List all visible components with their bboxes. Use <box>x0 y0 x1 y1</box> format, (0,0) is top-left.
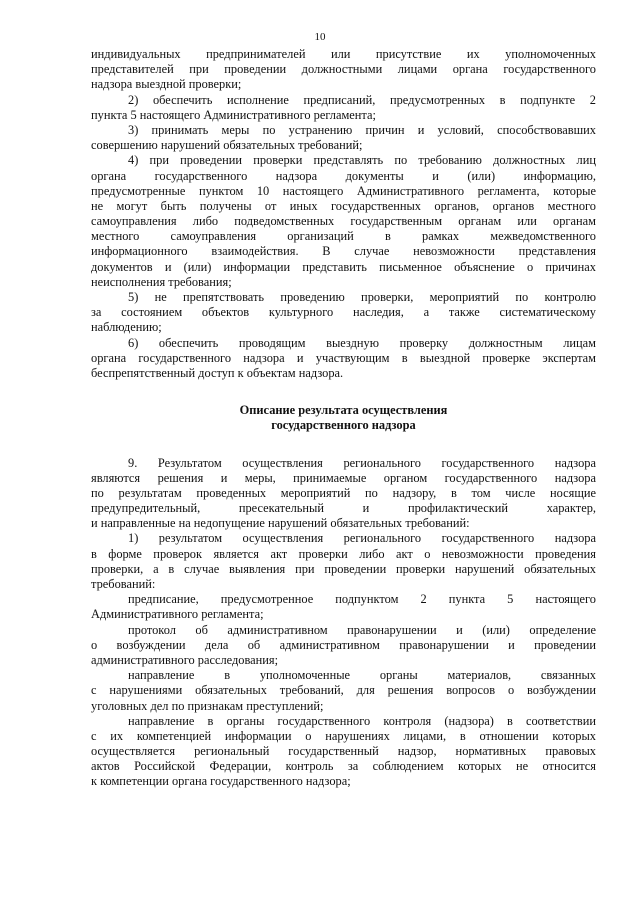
section-obligations <box>91 47 596 381</box>
text-line: требований: <box>91 577 156 591</box>
body-text <box>91 47 596 790</box>
text-line: пункта 5 настоящего Административного регламента; <box>91 107 376 122</box>
text-line: неисполнения требования; <box>91 274 232 289</box>
text-line: по результатам проведенных мероприятий по надзору, в том числе носящие <box>91 485 596 500</box>
text-line: с их компетенцией информации о нарушениях лицами, в отношении которых <box>91 728 596 743</box>
text-line: к компетенции органа государственного надзора; <box>91 774 351 789</box>
text-line: самоуправления либо подведомственных государственным органам или органам <box>91 214 596 229</box>
text-line: предусмотренные пунктом 10 настоящего Административного регламента, которые <box>91 183 596 198</box>
text-line: 1) результатом осуществления регионального государственного надзора <box>128 531 596 546</box>
text-line: являются решения и меры, принимаемые органом государственного надзора <box>91 470 596 485</box>
text-line: представителей при проведении должностными лицами органа государственного <box>91 62 596 77</box>
text-line: Административного регламента; <box>91 607 264 622</box>
text-line: беспрепятственный доступ к объектам надзора. <box>91 365 344 380</box>
text-line: совершению нарушений обязательных требований; <box>91 138 363 153</box>
text-line: органа государственного надзора документы и (или) информацию, <box>91 168 596 183</box>
section-heading-line-2: государственного надзора <box>271 418 416 433</box>
text-line: надзора выездной проверки; <box>91 77 242 92</box>
text-line: предупредительный, пресекательный и профилактический характер, <box>91 501 596 516</box>
text-line: 6) обеспечить проводящим выездную проверку должностным лицам <box>128 335 596 350</box>
text-line: проверки, а в случае выявления при проведении проверки нарушений обязательных <box>91 561 596 576</box>
text-line: и направленные на недопущение нарушений обязательных требований: <box>91 516 470 531</box>
text-line: 5) не препятствовать проведению проверки, мероприятий по контролю <box>128 290 596 304</box>
text-line: уголовных дел по признакам преступлений; <box>91 698 324 713</box>
page-number: 10 <box>314 31 326 43</box>
spacer <box>91 381 596 403</box>
text-line: предписание, предусмотренное подпунктом 2 пункта 5 настоящего <box>128 592 596 607</box>
text-line: в форме проверок является акт проверки либо акт о невозможности проведения <box>91 546 596 561</box>
text-line: направление в уполномоченные органы материалов, связанных <box>128 668 596 683</box>
text-line: 9. Результатом осуществления регионального государственного надзора <box>128 455 596 470</box>
text-line: индивидуальных предпринимателей или присутствие их уполномоченных <box>91 47 596 61</box>
text-line: документов и (или) информации представить письменное объяснение о причинах <box>91 259 596 274</box>
text-line: направление в органы государственного контроля (надзора) в соответствии <box>128 713 596 728</box>
text-line: местного самоуправления организаций в рамках межведомственного <box>91 229 596 244</box>
text-line: наблюдению; <box>91 320 162 335</box>
text-line: 4) при проведении проверки представлять по требованию должностных лиц <box>128 153 596 168</box>
text-line: актов Российской Федерации, контроль за соблюдением которых не относится <box>91 759 596 774</box>
text-line: протокол об административном правонарушении и (или) определение <box>128 622 596 637</box>
text-line: органа государственного надзора и участвующим в выездной проверке экспертам <box>91 350 596 365</box>
section-heading-line-1: Описание результата осуществления <box>239 403 448 418</box>
text-line: не могут быть получены от иных государственных органов, органов местного <box>91 198 596 213</box>
text-line: 3) принимать меры по устранению причин и условий, способствовавших <box>128 122 596 137</box>
text-line: с нарушениями обязательных требований, для решения вопросов о возбуждении <box>91 683 596 698</box>
text-line: за состоянием объектов культурного наследия, а также систематическому <box>91 305 596 320</box>
text-line: информационного взаимодействия. В случае невозможности представления <box>91 244 596 259</box>
text-line: о возбуждении дела об административном правонарушении и проведении <box>91 637 596 652</box>
spacer <box>91 434 596 456</box>
text-line: 2) обеспечить исполнение предписаний, предусмотренных в подпункте 2 <box>128 92 596 107</box>
section-results <box>91 456 596 790</box>
text-line: осуществляется региональный государственный надзор, нормативных правовых <box>91 744 596 759</box>
text-line: административного расследования; <box>91 652 279 667</box>
